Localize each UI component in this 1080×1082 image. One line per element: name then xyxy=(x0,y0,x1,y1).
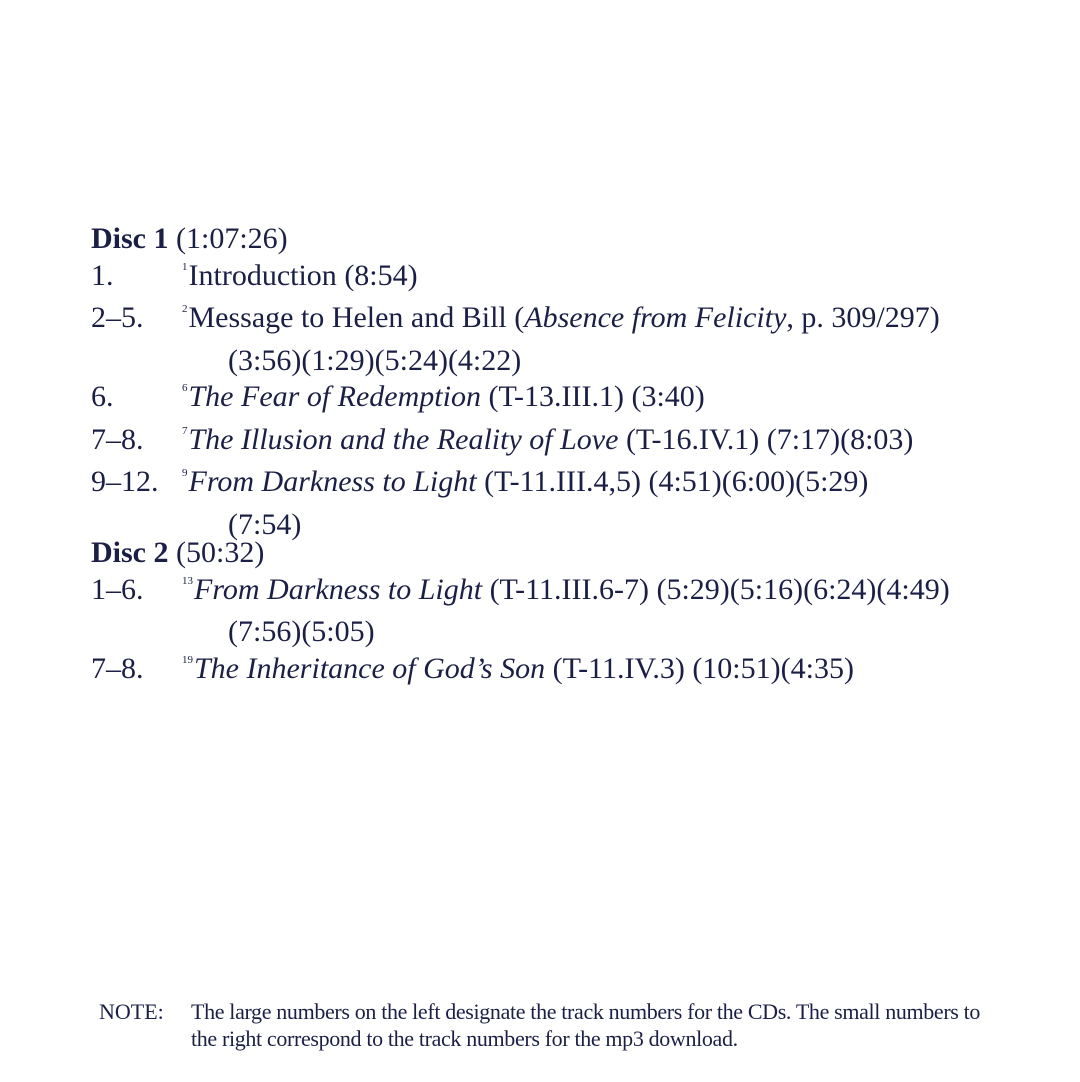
track-times-continuation: (7:56)(5:05) xyxy=(228,615,375,648)
cd-track-number: 1. xyxy=(91,258,114,292)
footnote xyxy=(99,998,999,1052)
mp3-track-number: 1 xyxy=(182,260,188,273)
mp3-track-number: 7 xyxy=(182,424,188,437)
track-title: Introduction xyxy=(188,258,337,292)
track-reference: (T-13.III.1) xyxy=(480,380,624,413)
track-reference: (T-11.III.6-7) xyxy=(482,572,649,606)
mp3-track-number: 2 xyxy=(182,303,188,315)
disc-2-section xyxy=(91,535,1051,693)
cd-track-number: 7–8. xyxy=(91,422,144,456)
track-description xyxy=(182,379,1051,422)
track-reference-page: , p. 309/297) xyxy=(786,301,940,334)
cd-track-number: 6. xyxy=(91,380,114,413)
track-description xyxy=(182,651,1051,694)
track-description xyxy=(182,464,1051,507)
disc-label: Disc 2 xyxy=(91,536,169,569)
track-reference-open: ( xyxy=(506,301,525,334)
mp3-track-number: 6 xyxy=(182,382,188,394)
track-entry xyxy=(91,379,1051,422)
disc-label: Disc 1 xyxy=(91,222,169,255)
track-entry xyxy=(91,422,1051,465)
track-reference: (T-16.IV.1) xyxy=(618,422,760,456)
disc-heading xyxy=(91,221,1051,258)
track-times-continuation: (3:56)(1:29)(5:24)(4:22) xyxy=(228,343,522,377)
cd-track-number: 2–5. xyxy=(91,301,144,334)
track-description xyxy=(182,572,1051,615)
track-title: The Fear of Redemption xyxy=(188,380,481,413)
mp3-track-number: 13 xyxy=(182,574,193,587)
track-reference-book: Absence from Felicity xyxy=(524,301,787,334)
track-entry xyxy=(91,300,1051,343)
track-title: From Darkness to Light xyxy=(194,572,483,606)
note-label: NOTE: xyxy=(99,999,164,1024)
cd-track-number: 1–6. xyxy=(91,572,144,606)
cd-track-number: 9–12. xyxy=(91,465,159,498)
track-times-continuation: (7:54) xyxy=(228,507,302,541)
disc-duration: (50:32) xyxy=(176,536,265,569)
mp3-track-number: 19 xyxy=(182,653,193,666)
track-reference: (T-11.III.4,5) xyxy=(476,465,641,498)
track-title: From Darkness to Light xyxy=(188,465,477,498)
track-entry xyxy=(91,572,1051,615)
track-description xyxy=(182,258,1051,301)
disc-duration: (1:07:26) xyxy=(176,222,288,255)
note-text: The large numbers on the left designate the track numbers for the CDs. The small numbers to the right correspond to the track numbers for the mp3 download. xyxy=(191,999,981,1051)
track-times: (5:29)(5:16)(6:24)(4:49) xyxy=(648,572,950,606)
track-title: Message to Helen and Bill xyxy=(188,301,507,334)
disc-heading xyxy=(91,535,1051,572)
track-reference: (T-11.IV.3) xyxy=(545,651,685,685)
track-entry xyxy=(91,651,1051,694)
cd-track-number: 7–8. xyxy=(91,651,144,685)
track-entry xyxy=(91,464,1051,507)
mp3-track-number: 9 xyxy=(182,467,188,479)
track-times: (4:51)(6:00)(5:29) xyxy=(640,465,869,498)
track-times: (7:17)(8:03) xyxy=(759,422,914,456)
track-times: (8:54) xyxy=(336,258,418,292)
track-times: (3:40) xyxy=(623,380,705,413)
track-title: The Inheritance of God’s Son xyxy=(194,651,546,685)
track-times: (10:51)(4:35) xyxy=(684,651,854,685)
track-entry xyxy=(91,258,1051,301)
disc-1-section xyxy=(91,221,1051,543)
track-description xyxy=(182,422,1051,465)
track-description xyxy=(182,300,1051,343)
track-title: The Illusion and the Reality of Love xyxy=(188,422,619,456)
